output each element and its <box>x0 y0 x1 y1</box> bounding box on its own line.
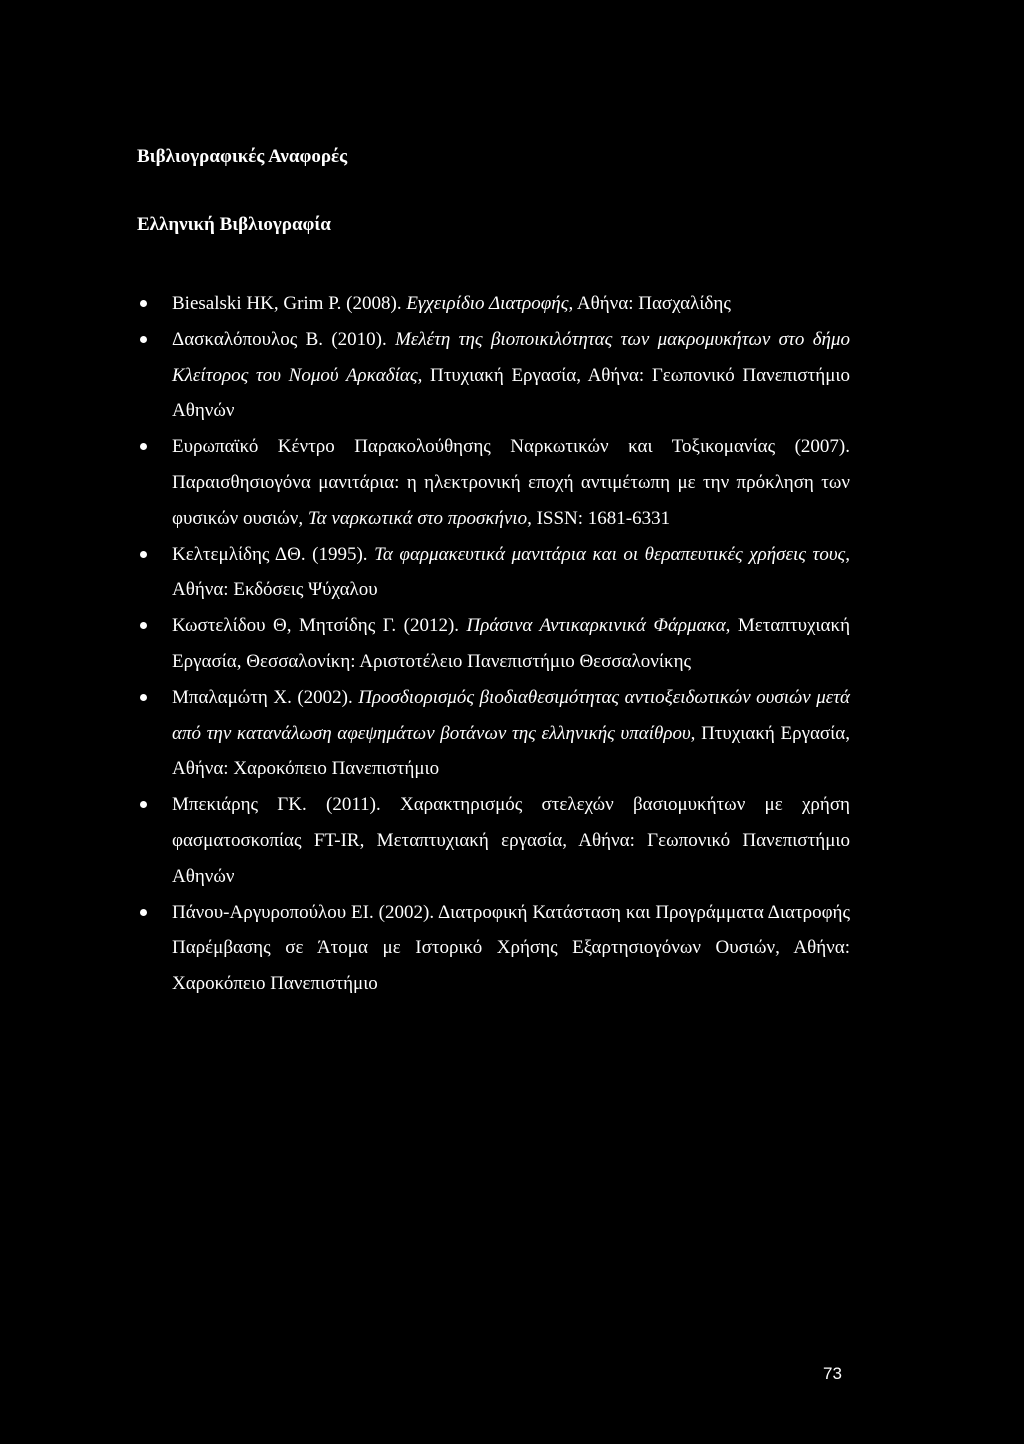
reference-text: Κελτεμλίδης ΔΘ. (1995). <box>172 543 375 565</box>
page-title: Βιβλιογραφικές Αναφορές <box>137 146 348 167</box>
reference-title: Μελέτη της βιοποικιλότητας των μακρομυκήτων στο δήμο Κλείτορος του Νομού Αρκαδίας <box>172 328 850 386</box>
reference-title: Τα φαρμακευτικά μανιτάρια και οι θεραπευτικές χρήσεις τους <box>374 543 846 565</box>
reference-text: , Αθήνα: Εκδόσεις Ψύχαλου <box>172 543 850 601</box>
reference-text: Ευρωπαϊκό Κέντρο Παρακολούθησης Ναρκωτικών και Τοξικομανίας (2007). Παραισθησιογόνα μανιτάρια: η ηλεκτρονική εποχή αντιμέτωπη με την πρόκληση των φυσικών ουσιών, <box>172 436 850 529</box>
reference-text: Δασκαλόπουλος Β. (2010). <box>172 328 396 350</box>
reference-item <box>172 286 850 322</box>
reference-text: , Πτυχιακή Εργασία, Αθήνα: Γεωπονικό Πανεπιστήμιο Αθηνών <box>172 364 850 422</box>
reference-text: , Αθήνα: Πασχαλίδης <box>568 293 731 314</box>
reference-title: Τα ναρκωτικά στο προσκήνιο <box>307 507 528 529</box>
reference-text: Μπεκιάρης ΓΚ. (2011). Χαρακτηρισμός στελεχών βασιομυκήτων με χρήση φασματοσκοπίας FT-IR, Μεταπτυχιακή εργασία, Αθήνα: Γεωπονικό Πανεπιστήμιο Αθηνών <box>172 794 850 887</box>
reference-text: Κωστελίδου Θ, Μητσίδης Γ. (2012). <box>172 615 467 637</box>
reference-item <box>172 322 850 429</box>
section-heading: Ελληνική Βιβλιογραφία <box>137 214 331 235</box>
page-number: 73 <box>823 1364 842 1383</box>
reference-title: Πράσινα Αντικαρκινικά Φάρμακα <box>466 615 726 637</box>
reference-text: Μπαλαμώτη Χ. (2002). <box>172 686 359 708</box>
reference-item <box>172 608 850 680</box>
reference-text: , Πτυχιακή Εργασία, Αθήνα: Χαροκόπειο Πανεπιστήμιο <box>172 722 850 780</box>
reference-text: Πάνου-Αργυροπούλου ΕΙ. (2002). Διατροφική Κατάσταση και Προγράμματα Διατροφής Παρέμβασης σε Άτομα με Ιστορικό Χρήσης Εξαρτησιογόνων Ουσιών, Αθήνα: Χαροκόπειο Πανεπιστήμιο <box>172 901 850 995</box>
reference-list <box>172 286 850 1002</box>
reference-text: , Μεταπτυχιακή Εργασία, Θεσσαλονίκη: Αριστοτέλειο Πανεπιστήμιο Θεσσαλονίκης <box>172 615 851 672</box>
reference-text: Biesalski HK, Grim P. (2008). <box>172 293 407 314</box>
reference-text: , ISSN: 1681-6331 <box>527 507 671 529</box>
reference-title: Προσδιορισμός βιοδιαθεσιμότητας αντιοξειδωτικών ουσιών μετά από την κατανάλωση αφεψημάτων βοτάνων της ελληνικής υπαίθρου <box>172 686 850 744</box>
reference-item <box>172 537 850 609</box>
reference-item <box>172 429 850 536</box>
reference-item <box>172 680 850 787</box>
reference-title: Εγχειρίδιο Διατροφής <box>406 293 569 314</box>
reference-item <box>172 895 850 1002</box>
reference-item <box>172 787 850 894</box>
